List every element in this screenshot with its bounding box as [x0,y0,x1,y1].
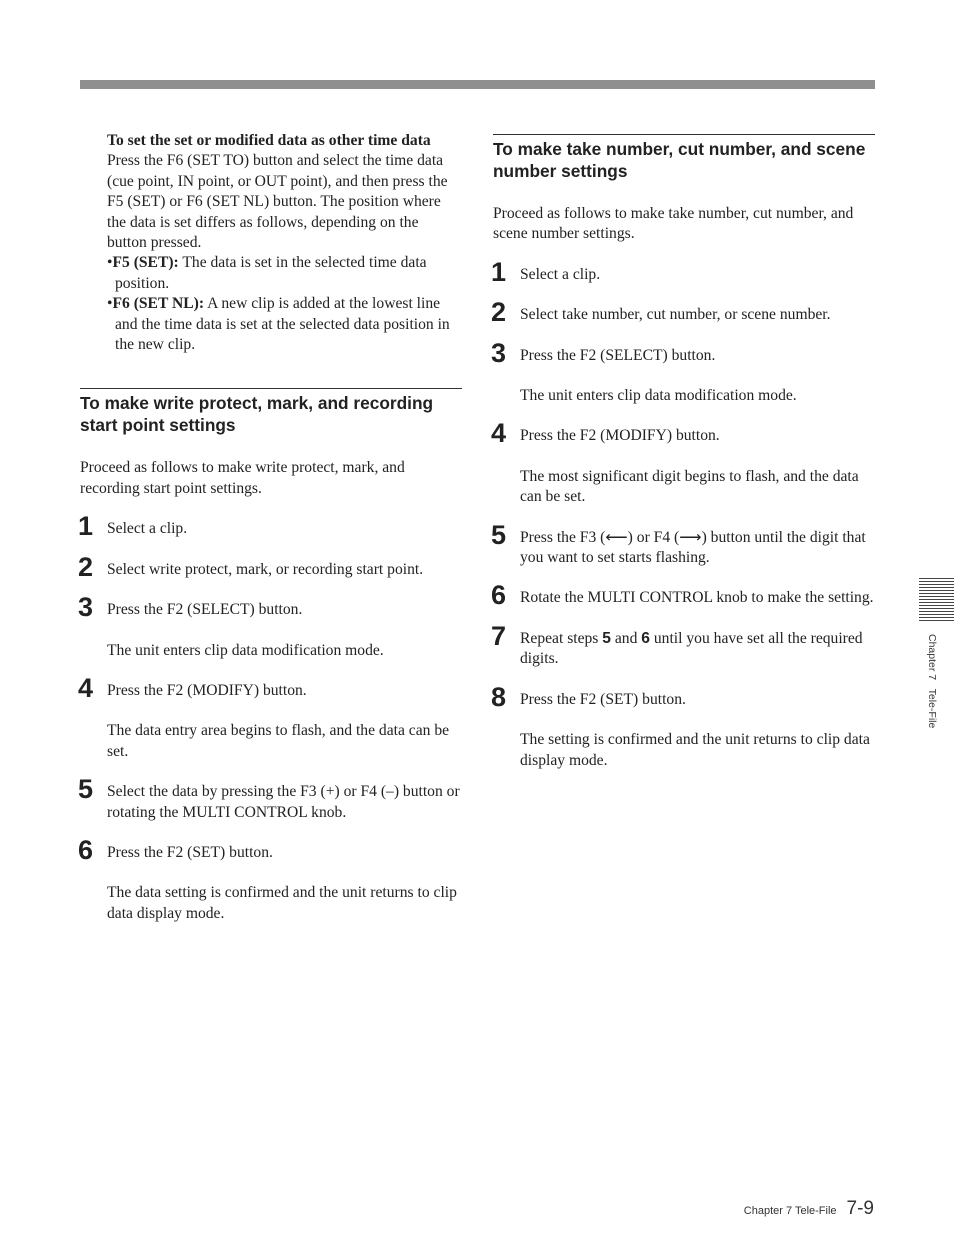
step-8 [491,681,875,771]
step-text: Press the F2 (MODIFY) button. [520,427,720,445]
step-1 [78,511,462,542]
step-note: The unit enters clip data modification mode. [520,387,797,405]
step-2 [78,551,462,582]
step-2 [491,297,875,328]
step-text: Select a clip. [107,520,188,538]
step-note: The unit enters clip data modification mode. [107,641,384,659]
step-note: The setting is confirmed and the unit returns to clip data display mode. [520,731,870,769]
step-4 [78,672,462,762]
step-7 [491,620,875,670]
page-footer [744,1198,874,1220]
step-number: 5 [491,519,507,550]
right-column [493,134,875,771]
header-rule [80,80,875,89]
step-text: Select the data by pressing the F3 (+) or F4 (–) button or rotating the MULTI CONTROL knob. [107,783,460,821]
section-title-write-protect: To make write protect, mark, and recording start point settings [80,388,462,436]
footer-chapter: Chapter 7 Tele-File [743,1205,837,1217]
step-number: 4 [491,418,507,449]
section-title-take-number: To make take number, cut number, and scene number settings [493,134,875,182]
step-text: Press the F2 (SELECT) button. [520,346,716,364]
step-number: 6 [78,834,94,865]
step-6 [78,834,462,924]
step-text: Press the F2 (SELECT) button. [107,601,303,619]
sub-body: Press the F6 (SET TO) button and select the time data (cue point, IN point, or OUT point), and then press the F5 (SET) or F6 (SET NL) button. The position where the data is set differs as follows, depending on the button pressed. [107,152,448,252]
step-number: 7 [491,620,507,651]
step-text: Select a clip. [520,265,601,283]
step-text: Press the F3 (⟵) or F4 (⟶) button until the digit that you want to set starts flashing. [520,528,866,567]
bullet-f6: •F6 (SET NL): A new clip is added at the lowest line and the time data is set at the selected data position in the new clip. [107,295,450,354]
step-number: 3 [491,337,507,368]
step-number: 6 [491,580,507,611]
step-text: Press the F2 (SET) button. [520,690,686,708]
step-1 [491,256,875,287]
step-5 [78,774,462,823]
step-reference: 5 [602,629,611,647]
bullet-f5: •F5 (SET): The data is set in the selected time data position. [107,254,427,292]
set-as-other-time-block [80,131,462,355]
step-text: Rotate the MULTI CONTROL knob to make the setting. [520,589,874,607]
step-reference: 6 [641,629,650,647]
step-5 [491,519,875,569]
step-number: 4 [78,672,94,703]
left-column [80,131,462,924]
step-text: Select write protect, mark, or recording start point. [107,560,424,578]
step-text: Press the F2 (SET) button. [107,843,273,861]
page-number: 7-9 [846,1198,874,1219]
step-3 [491,337,875,407]
step-number: 2 [78,551,94,582]
step-note: The data entry area begins to flash, and the data can be set. [107,722,450,760]
step-note: The data setting is confirmed and the unit returns to clip data display mode. [107,884,457,922]
step-number: 1 [78,511,94,542]
step-3 [78,592,462,661]
section-intro: Proceed as follows to make take number, cut number, and scene number settings. [493,205,854,243]
step-note: The most significant digit begins to flash, and the data can be set. [520,467,859,506]
step-number: 1 [491,256,507,287]
side-chapter-label: Chapter 7 Tele-File [926,634,938,729]
step-number: 5 [78,774,94,805]
sub-heading: To set the set or modified data as other time data [107,132,431,149]
step-number: 2 [491,297,507,328]
chapter-tab-marker [919,578,954,622]
step-number: 3 [78,592,94,623]
step-6 [491,580,875,611]
step-4 [491,418,875,507]
step-number: 8 [491,681,507,712]
section-intro: Proceed as follows to make write protect, mark, and recording start point settings. [80,459,405,497]
step-text: Repeat steps 5 and 6 until you have set all the required digits. [520,629,863,668]
step-text: Press the F2 (MODIFY) button. [107,681,307,699]
step-text: Select take number, cut number, or scene number. [520,306,831,324]
